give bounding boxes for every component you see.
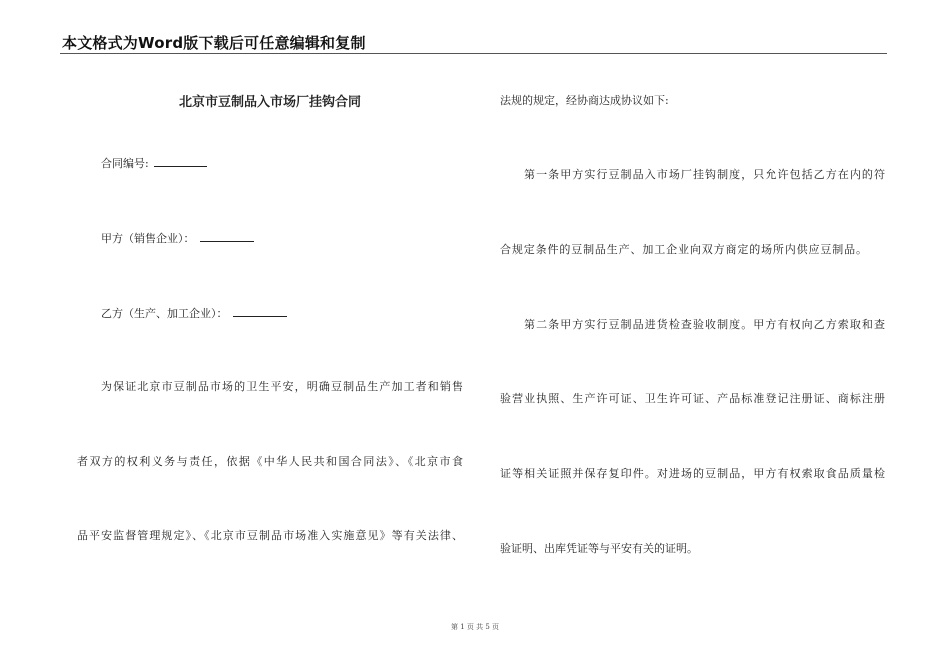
page-number: 第 1 页 共 5 页 [450, 623, 500, 631]
party-b-blank [233, 305, 287, 317]
preamble-line-4: 法规的规定，经协商达成协议如下: [500, 94, 669, 107]
party-b-label: 乙方（生产、加工企业）： [101, 307, 228, 320]
article-2-line-4: 验证明、出库凭证等与平安有关的证明。 [500, 542, 698, 555]
left-column [77, 0, 463, 672]
party-a-line [101, 230, 254, 246]
article-2-line-1: 第二条甲方实行豆制品进货检查验收制度。甲方有权向乙方索取和查 [524, 318, 885, 331]
article-2-line-2: 验营业执照、生产许可证、卫生许可证、产品标准登记注册证、商标注册 [500, 392, 885, 405]
preamble-line-1: 为保证北京市豆制品市场的卫生平安，明确豆制品生产加工者和销售 [101, 380, 463, 393]
party-b-line [101, 305, 287, 321]
right-column [500, 0, 885, 672]
preamble-line-2: 者双方的权利义务与责任，依据《中华人民共和国合同法》、《北京市食 [77, 455, 463, 468]
party-a-blank [200, 230, 254, 242]
document-banner: 本文格式为Word版下载后可任意编辑和复制 [62, 34, 366, 52]
preamble-line-3: 品平安监督管理规定》、《北京市豆制品市场准入实施意见》等有关法律、 [77, 529, 463, 542]
contract-number-blank [154, 155, 207, 167]
article-1-line-1: 第一条甲方实行豆制品入市场厂挂钩制度，只允许包括乙方在内的符 [524, 168, 885, 181]
article-2-line-3: 证等相关证照并保存复印件。对进场的豆制品，甲方有权索取食品质量检 [500, 467, 885, 480]
contract-number-label: 合同编号: [101, 157, 149, 170]
party-a-label: 甲方（销售企业）： [101, 232, 195, 245]
article-1-line-2: 合规定条件的豆制品生产、加工企业向双方商定的场所内供应豆制品。 [500, 243, 867, 256]
contract-number-line [101, 155, 207, 171]
document-title: 北京市豆制品入市场厂挂钩合同 [178, 95, 361, 110]
